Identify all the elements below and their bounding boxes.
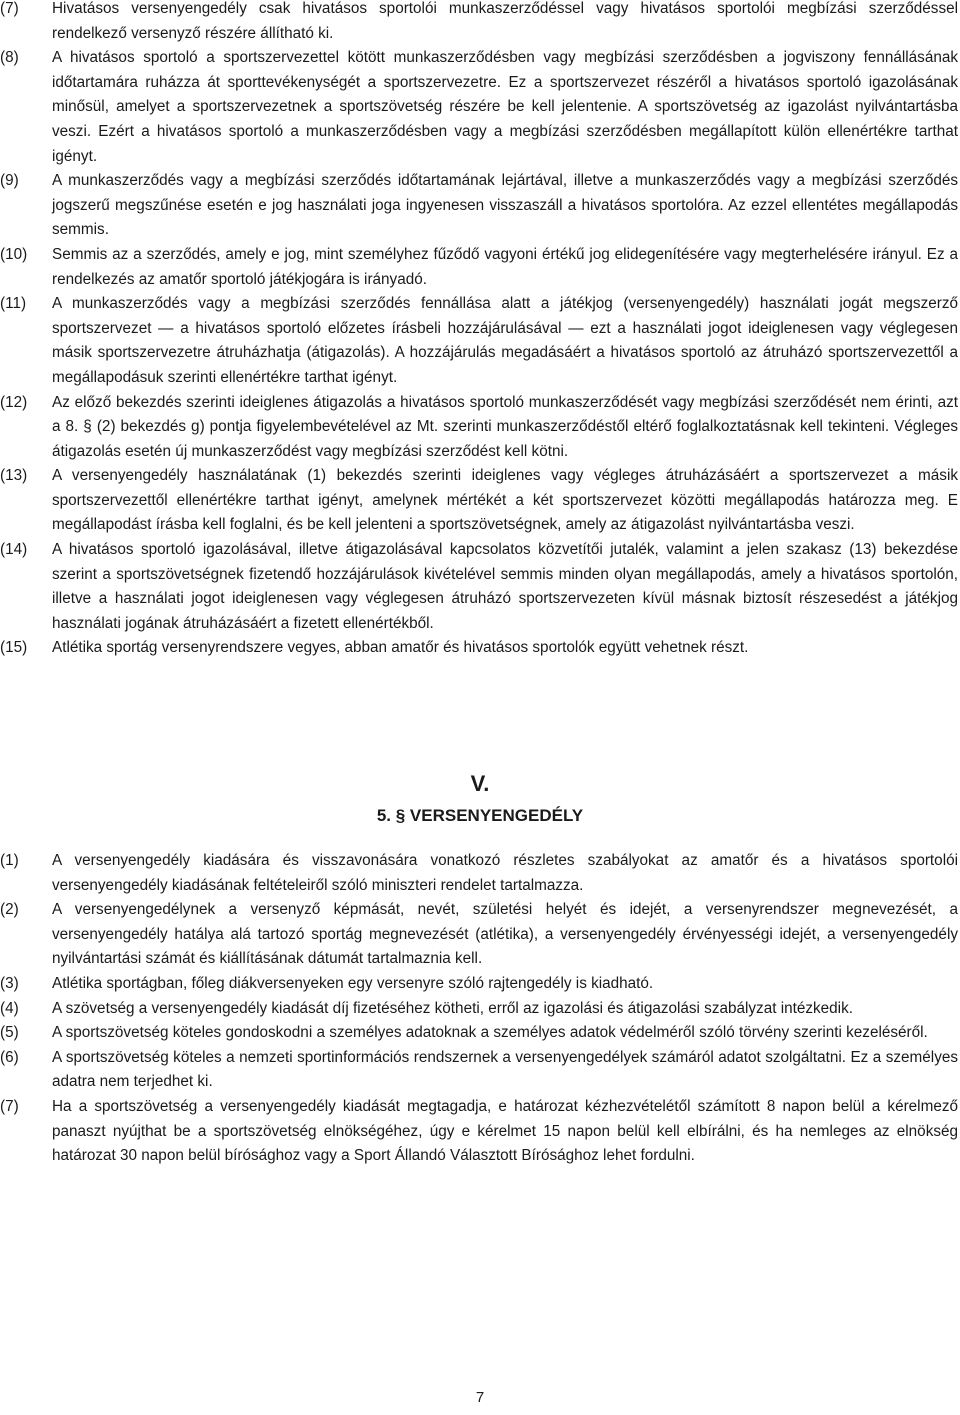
paragraph-text: A munkaszerződés vagy a megbízási szerződés fennállása alatt a játékjog (versenyengedély) használati jogát megszerző sportszervezet — a hivatásos sportoló előzetes írásbeli hozzájárulásával — ezt a használati jogot ideiglenesen vagy véglegesen másik sportszervezetre átruházhatja (átigazolás). A hozzájárulás megadásáért a hivatásos sportoló az átruházó sportszervezettől a megállapodásuk szerinti ellenértékre tarthat igényt. [52,295,958,386]
paragraph [0,1095,958,1169]
paragraph-text: A hivatásos sportoló igazolásával, illetve átigazolásával kapcsolatos közvetítői jutalék, valamint a jelen szakasz (13) bekezdése szerint a sportszövetségnek fizetendő hozzájárulások kivételével semmis minden olyan megállapodás, amely a hivatásos sportolón, illetve a használati jogot ideiglenesen vagy véglegesen átruházó sportszervezeten kívül másnak biztosít részesedést a játékjog használati jogának átruházásáért a fizetett ellenértékből. [52,541,958,632]
paragraph-text: A hivatásos sportoló a sportszervezettel kötött munkaszerződésben vagy megbízási szerződésben a jogviszony fennállásának időtartamára ruházza át sporttevékenységét a sportszervezetre. Ez a sportszervezet részéről a hivatásos sportoló igazolásának minősül, amelyet a sportszervezetnek a sportszövetség részére be kell jelentenie. A sportszövetség az igazolást nyilvántartásba veszi. Ezért a hivatásos sportoló a munkaszerződésben vagy a megbízási szerződésben megállapított külön ellenértékre tarthat igényt. [52,49,958,165]
paragraph [0,636,958,661]
paragraph-number: (4) [0,999,19,1017]
paragraph-text: Ha a sportszövetség a versenyengedély kiadását megtagadja, e határozat kézhezvételétől számított 8 napon belül a kérelmező panaszt nyújthat be a sportszövetség elnökségéhez, úgy e kérelmet 15 napon belül kell elbírálni, és ha nemleges az elnökség határozat 30 napon belül bírósághoz vagy a Sport Állandó Választott Bírósághoz lehet fordulni. [52,1097,958,1165]
paragraph [0,46,958,169]
paragraph [0,538,958,636]
paragraph-number: (5) [0,1024,19,1042]
chapter-heading [0,770,960,828]
paragraph [0,391,958,465]
paragraph [0,1046,958,1095]
paragraph-number: (11) [0,295,27,313]
section-b-paragraphs [0,849,958,1169]
paragraph [0,0,958,46]
paragraph [0,169,958,243]
paragraph-number: (3) [0,974,19,992]
paragraph [0,292,958,390]
paragraph [0,997,958,1022]
page-number: 7 [475,1389,485,1406]
paragraph-text: Atlétika sportág versenyrendszere vegyes, abban amatőr és hivatásos sportolók együtt vehetnek részt. [52,639,749,657]
paragraph [0,243,958,292]
paragraph-text: A szövetség a versenyengedély kiadását díj fizetéséhez kötheti, erről az igazolási és átigazolási szabályzat intézkedik. [52,999,853,1017]
paragraph-text: A sportszövetség köteles gondoskodni a személyes adatoknak a személyes adatok védelméről szóló törvény szerinti kezeléséről. [52,1024,928,1042]
paragraph [0,1021,958,1046]
chapter-roman-numeral: V. [470,771,490,796]
paragraph-text: Semmis az a szerződés, amely e jog, mint személyhez fűződő vagyoni értékű jog elidegenítésére vagy megterhelésére irányul. Ez a rendelkezés az amatőr sportoló játékjogára is irányadó. [52,245,958,288]
paragraph [0,849,958,898]
paragraph-text: A versenyengedély használatának (1) bekezdés szerinti ideiglenes vagy végleges átruházásáért a sportszervezet a másik sportszervezettől ellenértékre tarthat igényt, amelynek mértékét a két sportszervezet közötti megállapodás határozza meg. E megállapodást írásba kell foglalni, és be kell jelenteni a sportszövetségnek, amely az átigazolást nyilvántartásba veszi. [52,467,958,534]
paragraph [0,464,958,538]
section-a-paragraphs [0,0,958,661]
paragraph-number: (12) [0,393,28,411]
paragraph-number: (9) [0,172,19,190]
paragraph [0,972,958,997]
paragraph-text: Hivatásos versenyengedély csak hivatásos sportolói munkaszerződéssel vagy hivatásos sportolói megbízási szerződéssel rendelkező versenyző részére állítható ki. [52,0,958,42]
paragraph-number: (6) [0,1048,19,1066]
paragraph-number: (15) [0,639,28,657]
paragraph-number: (7) [0,1097,19,1115]
paragraph-number: (2) [0,901,19,919]
paragraph-text: A sportszövetség köteles a nemzeti sportinformációs rendszernek a versenyengedélyek számáról adatot szolgáltatni. Ez a személyes adatra nem terjedhet ki. [52,1048,958,1091]
paragraph-text: Az előző bekezdés szerinti ideiglenes átigazolás a hivatásos sportoló munkaszerződését vagy megbízási szerződését nem érinti, azt a 8. § (2) bekezdés g) pontja figyelembevételével az Mt. szerinti munkaszerződéstől eltérő foglalkoztatásnak kell tekinteni. Végleges átigazolás esetén új munkaszerződést vagy megbízási szerződést kell kötni. [52,393,958,460]
paragraph-number: (1) [0,852,19,869]
paragraph-number: (10) [0,245,28,263]
paragraph-number: (8) [0,49,19,67]
paragraph-text: A versenyengedélynek a versenyző képmását, nevét, születési helyét és idejét, a versenyrendszer megnevezését, a versenyengedély hatálya alá tartozó sportág megnevezését (atlétika), a versenyengedély érvényességi idejét, a versenyengedély nyilvántartási számát és kiállításának dátumát tartalmaznia kell. [52,901,958,968]
paragraph [0,898,958,972]
section-title: 5. § VERSENYENGEDÉLY [376,806,584,825]
paragraph-text: Atlétika sportágban, főleg diákversenyeken egy versenyre szóló rajtengedély is kiadható. [52,974,654,992]
paragraph-number: (7) [0,0,19,17]
paragraph-number: (14) [0,541,28,559]
paragraph-number: (13) [0,467,28,485]
paragraph-text: A versenyengedély kiadására és visszavonására vonatkozó részletes szabályokat az amatőr és a hivatásos sportolói versenyengedély kiadásának feltételeiről szóló miniszteri rendelet tartalmazza. [52,852,958,894]
paragraph-text: A munkaszerződés vagy a megbízási szerződés időtartamának lejártával, illetve a munkaszerződés vagy a megbízási szerződés jogszerű megszűnése esetén e jog használati joga ingyenesen visszaszáll a hivatásos sportolóra. Az ezzel ellentétes megállapodás semmis. [52,172,958,239]
